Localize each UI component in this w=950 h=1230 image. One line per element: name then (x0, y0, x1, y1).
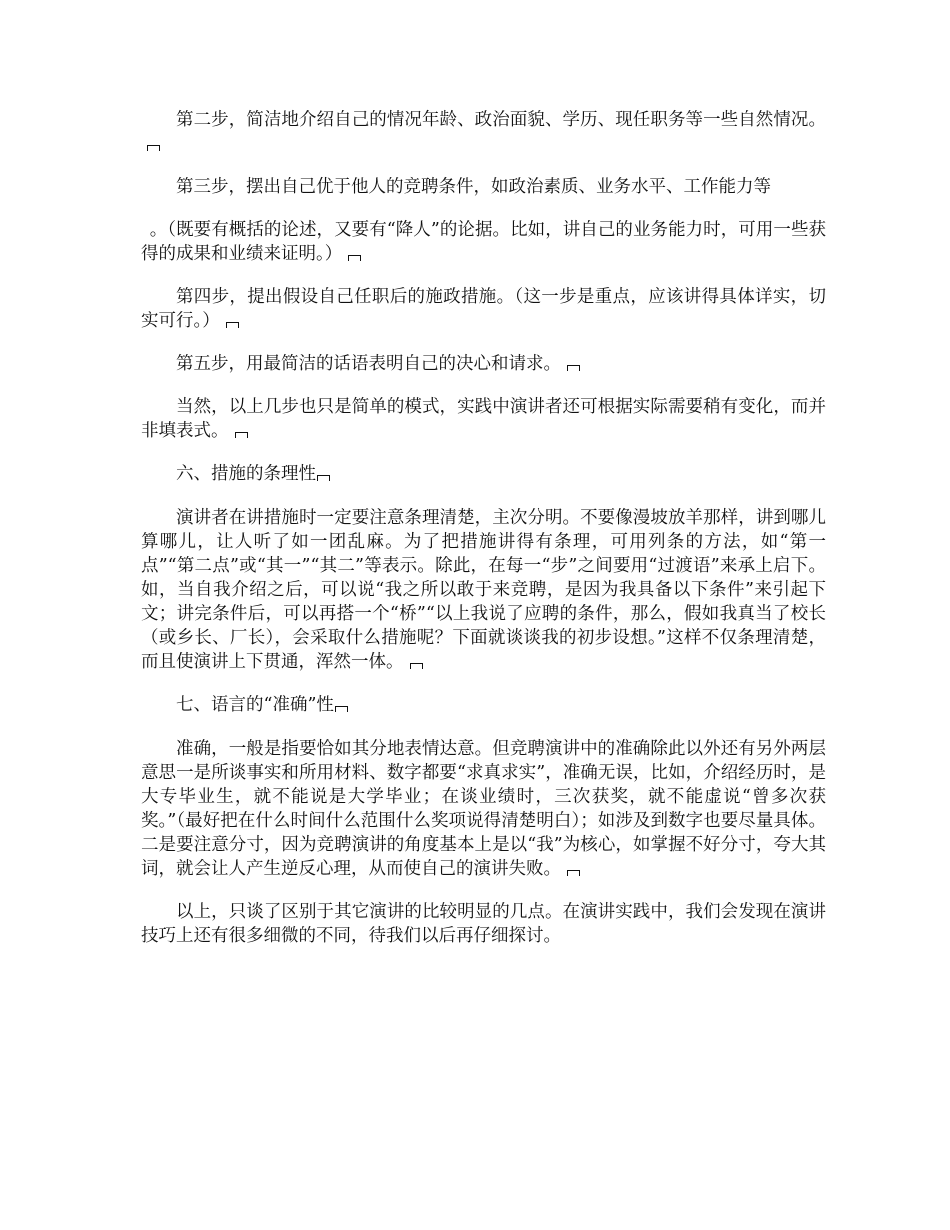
return-mark-icon (348, 255, 361, 261)
paragraph-text: 第四步，提出假设自己任职后的施政措施。（这一步是重点，应该讲得具体详实，切实可行。） (141, 287, 826, 331)
paragraph-step-three-continued (141, 218, 826, 266)
paragraph-section-seven-body (141, 737, 826, 881)
paragraph-summary (141, 395, 826, 443)
return-mark-icon (147, 145, 160, 151)
return-mark-icon (567, 365, 580, 371)
return-mark-icon (410, 663, 423, 669)
paragraph-step-four (141, 285, 826, 333)
section-heading-seven (141, 693, 826, 717)
return-mark-icon (235, 432, 248, 438)
paragraph-step-two (141, 108, 826, 156)
paragraph-text: 当然，以上几步也只是简单的模式，实践中演讲者还可根据实际需要稍有变化，而并非填表式。 (141, 397, 826, 441)
paragraph-section-six-body (141, 506, 826, 674)
paragraph-text: 准确，一般是指要恰如其分地表情达意。但竞聘演讲中的准确除此以外还有另外两层意思一是所谈事实和所用材料、数字都要“求真求实”，准确无误，比如，介绍经历时，是大专毕业生，就不能说是大学毕业；在谈业绩时，三次获奖，就不能虚说“曾多次获奖。”（最好把在什么时间什么范围什么奖项说得清楚明白）；如涉及到数字也要尽量具体。二是要注意分寸，因为竞聘演讲的角度基本上是以“我”为核心，如掌握不好分寸，夸大其词，就会让人产生逆反心理，从而使自己的演讲失败。 (141, 739, 826, 879)
return-mark-icon (317, 475, 330, 481)
section-heading-six (141, 462, 826, 486)
heading-text: 六、措施的条理性 (176, 464, 316, 484)
return-mark-icon (226, 322, 239, 328)
paragraph-text: 。（既要有概括的论述，又要有“降人”的论据。比如，讲自己的业务能力时，可用一些获得的成果和业绩来证明。） (141, 220, 826, 264)
document-page (141, 108, 826, 967)
return-mark-icon (335, 706, 348, 712)
paragraph-step-five (141, 352, 826, 376)
paragraph-text: 第三步，摆出自己优于他人的竞聘条件，如政治素质、业务水平、工作能力等 (176, 177, 771, 197)
paragraph-text: 第二步，简洁地介绍自己的情况年龄、政治面貌、学历、现任职务等一些自然情况。 (176, 110, 826, 130)
paragraph-text: 以上，只谈了区别于其它演讲的比较明显的几点。在演讲实践中，我们会发现在演讲技巧上还有很多细微的不同，待我们以后再仔细探讨。 (141, 902, 826, 946)
paragraph-text: 演讲者在讲措施时一定要注意条理清楚，主次分明。不要像漫坡放羊那样，讲到哪儿算哪儿，让人听了如一团乱麻。为了把措施讲得有条理，可用列条的方法，如“第一点”“第二点”或“其一”“其二”等表示。除此，在每一“步”之间要用“过渡语”来承上启下。如，当自我介绍之后，可以说“我之所以敢于来竞聘，是因为我具备以下条件”来引起下文；讲完条件后，可以再搭一个“桥”“以上我说了应聘的条件，那么，假如我真当了校长（或乡长、厂长），会采取什么措施呢？下面就谈谈我的初步设想。”这样不仅条理清楚，而且使演讲上下贯通，浑然一体。 (141, 508, 826, 672)
heading-text: 七、语言的“准确”性 (176, 695, 334, 715)
paragraph-text: 第五步，用最简洁的话语表明自己的决心和请求。 (176, 354, 561, 374)
paragraph-conclusion (141, 900, 826, 948)
paragraph-step-three (141, 175, 826, 199)
return-mark-icon (567, 870, 580, 876)
